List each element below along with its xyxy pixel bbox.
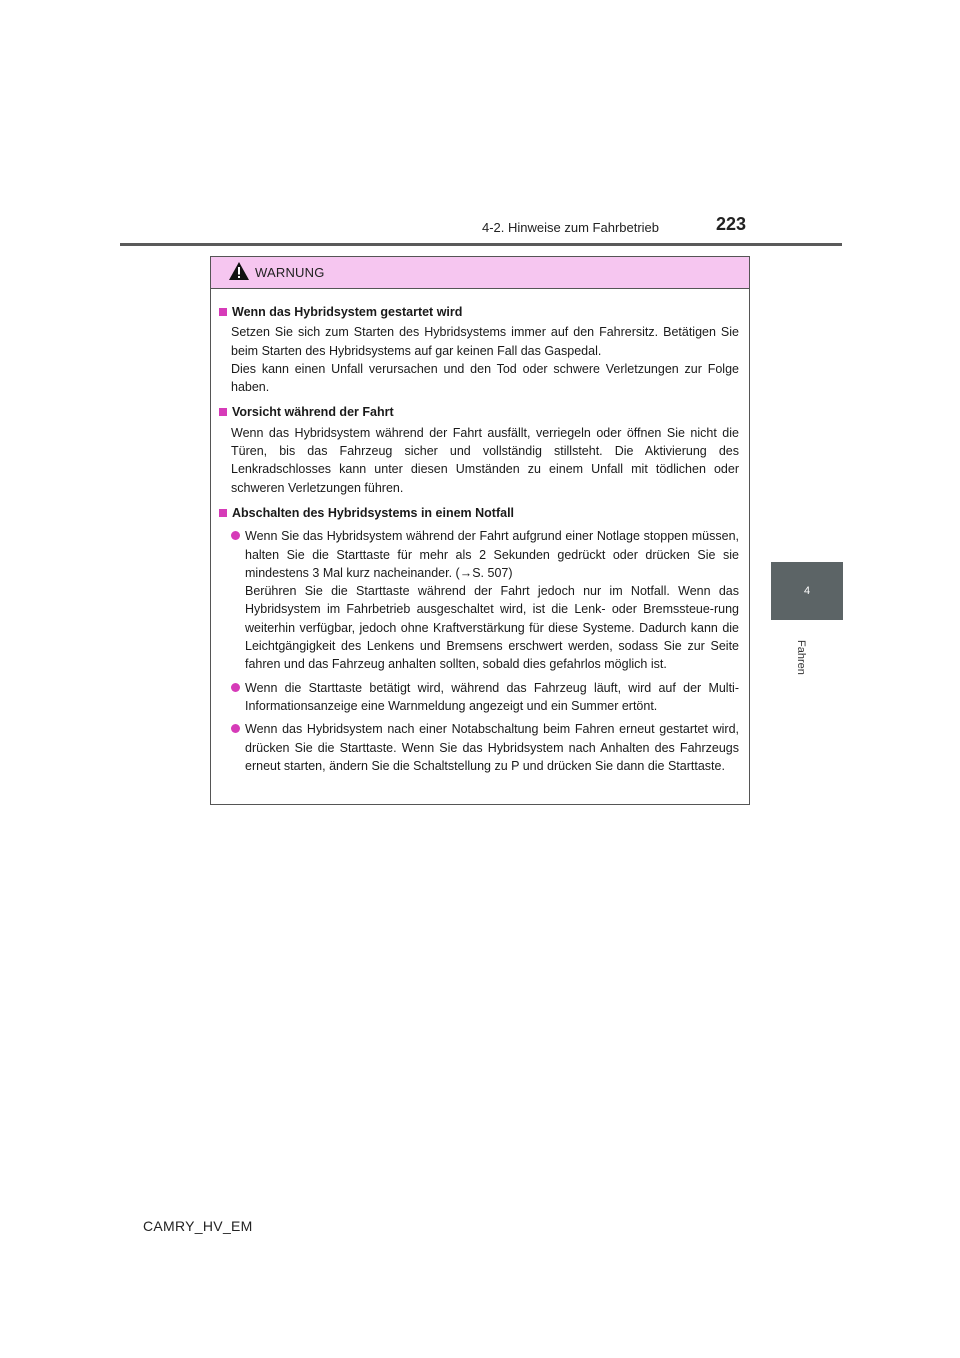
list-item (218, 679, 739, 716)
square-bullet-icon (219, 408, 227, 416)
round-bullet-icon (231, 724, 240, 733)
section-heading (218, 303, 739, 321)
page-ref: S. 507) (472, 565, 513, 580)
text-run: Wenn Sie das Hybridsystem während der Fahrt aufgrund einer Notlage stoppen müssen, halten Sie die Starttaste für mehr als 2 Sekunden gedrückt oder drücken Sie sie mindestens 3 Mal kurz nacheinander. ( (245, 529, 739, 580)
list-item-text: Wenn die Starttaste betätigt wird, während das Fahrzeug läuft, wird auf der Multi-Informationsanzeige eine Warnmeldung angezeigt und ein Summer ertönt. (245, 680, 739, 713)
square-bullet-icon (219, 308, 227, 316)
paragraph: Dies kann einen Unfall verursachen und den Tod oder schwere Verletzungen zur Folge haben. (231, 361, 739, 395)
section-heading-text: Wenn das Hybridsystem gestartet wird (232, 305, 463, 319)
chapter-label: Fahren (795, 640, 807, 675)
section-heading-text: Vorsicht während der Fahrt (232, 405, 394, 420)
list-item (218, 527, 739, 673)
warning-title: WARNUNG (255, 265, 325, 280)
document-code: CAMRY_HV_EM (143, 1218, 253, 1234)
list-item (218, 720, 739, 775)
round-bullet-icon (231, 683, 240, 692)
section-heading-text: Abschalten des Hybridsystems in einem Notfall (232, 505, 515, 520)
square-bullet-icon (219, 509, 227, 517)
warning-triangle-icon (228, 261, 250, 281)
list-item-line (245, 527, 739, 582)
chapter-tab (771, 562, 843, 620)
arrow-glyph: → (459, 565, 473, 580)
section-heading (218, 504, 739, 522)
warning-box (210, 256, 750, 805)
round-bullet-icon (231, 531, 240, 540)
section-heading (218, 403, 739, 421)
paragraph: Wenn das Hybridsystem während der Fahrt ausfällt, verriegeln oder öffnen Sie nicht die Türen, bis das Fahrzeug sicher und vollständig stillsteht. Die Aktivierung des Lenkradschlosses kann unter diesen Umständen zu einem Unfall mit tödlichen oder schweren Verletzungen führen. (231, 425, 739, 495)
warning-header (211, 257, 749, 289)
warning-body (211, 289, 749, 775)
header-rule (120, 243, 842, 246)
page-number: 223 (716, 214, 747, 234)
list-item-text (245, 527, 739, 673)
paragraph: Setzen Sie sich zum Starten des Hybridsystems immer auf den Fahrersitz. Betätigen Sie beim Starten des Hybridsystems auf gar keinen Fall das Gaspedal. (231, 325, 739, 358)
list-item-line: Berühren Sie die Starttaste während der Fahrt jedoch nur im Notfall. Wenn das Hybridsystem im Fahrbetrieb ausgeschaltet wird, ist die Lenk- oder Bremssteue-rung weiterhin verfügbar, jedoch ohne Kraftverstärkung für diese Systeme. Dadurch kann die Leichtgängigkeit des Lenkens und Bremsens erschwert werden, sodass Sie zur Seite fahren und das Fahrzeug anhalten sollten, sobald dies gefahrlos möglich ist. (245, 584, 739, 672)
chapter-number: 4 (803, 585, 811, 597)
section-title: 4-2. Hinweise zum Fahrbetrieb (482, 220, 660, 235)
list-item-text: Wenn das Hybridsystem nach einer Notabschaltung beim Fahren erneut gestartet wird, drücken Sie die Starttaste. Wenn Sie das Hybridsystem nach Anhalten des Fahrzeugs erneut starten, ändern Sie die Schaltstellung zu P und drücken Sie dann die Starttaste. (245, 722, 739, 773)
